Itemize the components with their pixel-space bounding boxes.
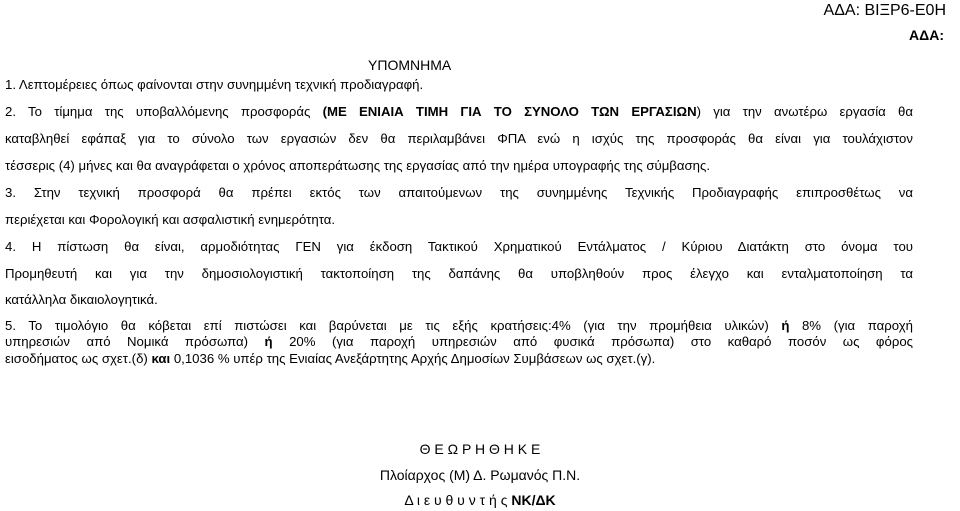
legend-item-2-line-3: τέσσερις (4) μήνες και θα αναγράφεται ο χρόνος αποπεράτωσης της εργασίας από την ημέρα υπογραφής της σύμβασης.	[5, 158, 711, 173]
item-5-line-3-bold: και	[151, 351, 171, 366]
signature-approved: Θ Ε Ω Ρ Η Θ Η Κ Ε	[419, 441, 541, 457]
legend-item-1: 1. Λεπτομέρειες όπως φαίνονται στην συνημμένη τεχνική προδιαγραφή.	[5, 77, 424, 92]
ada-label: ΑΔΑ:	[909, 27, 944, 43]
legend-title: ΥΠΟΜΝΗΜΑ	[368, 57, 452, 73]
item-2-suffix: ) για την ανωτέρω εργασία θα	[696, 104, 913, 119]
legend-item-5-line-3	[5, 351, 655, 366]
item-5-line-3-post: 0,1036 % υπέρ της Ενιαίας Ανεξάρτητης Αρχής Δημοσίων Συμβάσεων ως σχετ.(γ).	[170, 351, 656, 366]
legend-item-4-line-2: Προμηθευτή και για την δημοσιολογιστική τακτοποίηση της δαπάνης θα υποβληθούν προς έλεγχο και ενταλματοποίηση τα	[5, 266, 913, 281]
ada-header: ΑΔΑ: ΒΙΞΡ6-Ε0Η	[823, 2, 946, 19]
legend-item-2-line-2: καταβληθεί εφάπαξ για το σύνολο των εργασιών δεν θα περιλαμβάνει ΦΠΑ ενώ η ισχύς της προσφοράς θα είναι για τουλάχιστον	[5, 131, 913, 146]
signature-title	[0, 492, 960, 508]
legend-item-3-line-1: 3. Στην τεχνική προσφορά θα πρέπει εκτός των απαιτούμενων της συνημμένης Τεχνικής Προδιαγραφής επιπροσθέτως να	[5, 185, 913, 200]
legend-item-5-line-2	[5, 334, 913, 349]
legend-item-2-line-1	[5, 104, 913, 119]
item-5-line-2-pre: υπηρεσιών από Νομικά πρόσωπα)	[5, 334, 265, 349]
item-5-line-1-post: 8% (για παροχή	[789, 318, 913, 333]
legend-item-4-line-1: 4. Η πίστωση θα είναι, αρμοδιότητας ΓΕΝ για έκδοση Τακτικού Χρηματικού Εντάλματος / Κύριου Διατάκτη στο όνομα του	[5, 239, 913, 254]
item-5-line-3-pre: εισοδήματος ως σχετ.(δ)	[5, 351, 152, 366]
signature-title-label: Δ ι ε υ θ υ ν τ ή ς	[404, 492, 512, 508]
item-2-bold: (ΜΕ ΕΝΙΑΙΑ ΤΙΜΗ ΓΙΑ ΤΟ ΣΥΝΟΛΟ ΤΩΝ ΕΡΓΑΣΙΩΝ	[322, 104, 697, 119]
signature-title-unit: ΝΚ/ΔΚ	[511, 492, 556, 508]
legend-item-5-line-1	[5, 318, 913, 333]
item-5-line-2-post: 20% (για παροχή υπηρεσιών από φυσικά πρόσωπα) στο καθαρό ποσόν ως φόρος	[272, 334, 914, 349]
item-5-line-2-bold: ή	[264, 334, 273, 349]
signature-name: Πλοίαρχος (Μ) Δ. Ρωμανός Π.Ν.	[379, 467, 581, 483]
item-5-line-1-pre: 5. Το τιμολόγιο θα κόβεται επί πιστώσει και βαρύνεται με τις εξής κρατήσεις:4% (για την προμήθεια υλικών)	[5, 318, 782, 333]
item-2-prefix: 2. Το τίμημα της υποβαλλόμενης προσφοράς	[5, 104, 323, 119]
legend-item-4-line-3: κατάλληλα δικαιολογητικά.	[5, 292, 158, 307]
item-5-line-1-bold: ή	[781, 318, 790, 333]
legend-item-3-line-2: περιέχεται και Φορολογική και ασφαλιστική ενημερότητα.	[5, 212, 336, 227]
